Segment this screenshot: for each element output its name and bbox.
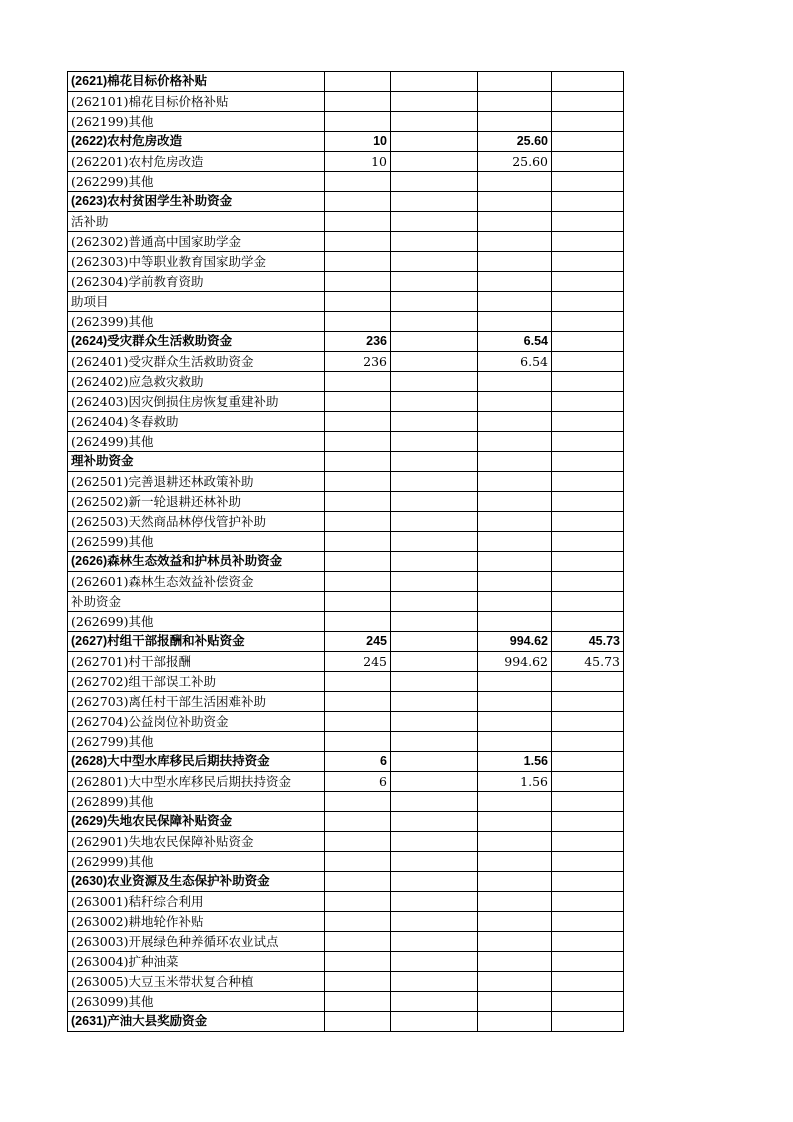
- table-row: [68, 152, 624, 172]
- cell-col5: 45.73: [552, 652, 624, 672]
- cell-col3: [391, 652, 478, 672]
- cell-col4: [478, 272, 552, 292]
- table-row: [68, 452, 624, 472]
- cell-col4: [478, 292, 552, 312]
- row-label: (2622)农村危房改造: [68, 132, 325, 152]
- cell-col3: [391, 332, 478, 352]
- cell-col3: [391, 992, 478, 1012]
- cell-col2: [325, 292, 391, 312]
- cell-col5: [552, 772, 624, 792]
- cell-col5: [552, 812, 624, 832]
- cell-col3: [391, 972, 478, 992]
- row-label: (262701)村干部报酬: [68, 652, 325, 672]
- cell-col4: [478, 932, 552, 952]
- cell-col5: [552, 312, 624, 332]
- table-row: [68, 952, 624, 972]
- cell-col2: [325, 712, 391, 732]
- cell-col5: [552, 352, 624, 372]
- cell-col4: 6.54: [478, 352, 552, 372]
- cell-col2: [325, 812, 391, 832]
- cell-col4: [478, 872, 552, 892]
- cell-col3: [391, 272, 478, 292]
- row-label: 理补助资金: [68, 452, 325, 472]
- cell-col3: [391, 1012, 478, 1032]
- cell-col4: [478, 672, 552, 692]
- cell-col4: [478, 912, 552, 932]
- cell-col2: [325, 212, 391, 232]
- cell-col3: [391, 132, 478, 152]
- table-row: [68, 812, 624, 832]
- table-row: [68, 932, 624, 952]
- cell-col3: [391, 752, 478, 772]
- row-label: (2631)产油大县奖励资金: [68, 1012, 325, 1032]
- cell-col3: [391, 252, 478, 272]
- row-label: (262702)组干部误工补助: [68, 672, 325, 692]
- cell-col3: [391, 172, 478, 192]
- cell-col5: [552, 112, 624, 132]
- table-row: [68, 352, 624, 372]
- cell-col4: 994.62: [478, 632, 552, 652]
- cell-col3: [391, 212, 478, 232]
- table-row: [68, 252, 624, 272]
- table-row: [68, 72, 624, 92]
- cell-col5: [552, 512, 624, 532]
- cell-col3: [391, 232, 478, 252]
- table-row: [68, 872, 624, 892]
- row-label: (263004)扩种油菜: [68, 952, 325, 972]
- cell-col4: [478, 712, 552, 732]
- cell-col5: [552, 272, 624, 292]
- row-label: 活补助: [68, 212, 325, 232]
- table-row: [68, 732, 624, 752]
- row-label: (2629)失地农民保障补贴资金: [68, 812, 325, 832]
- cell-col3: [391, 72, 478, 92]
- cell-col5: [552, 932, 624, 952]
- cell-col3: [391, 152, 478, 172]
- cell-col3: [391, 512, 478, 532]
- table-row: [68, 172, 624, 192]
- cell-col2: [325, 512, 391, 532]
- table-row: [68, 412, 624, 432]
- row-label: (263099)其他: [68, 992, 325, 1012]
- cell-col4: [478, 992, 552, 1012]
- row-label: (262601)森林生态效益补偿资金: [68, 572, 325, 592]
- row-label: (262703)离任村干部生活困难补助: [68, 692, 325, 712]
- table-row: [68, 752, 624, 772]
- row-label: (262699)其他: [68, 612, 325, 632]
- cell-col3: [391, 472, 478, 492]
- cell-col2: [325, 572, 391, 592]
- cell-col5: [552, 952, 624, 972]
- cell-col2: 10: [325, 152, 391, 172]
- cell-col3: [391, 672, 478, 692]
- cell-col2: [325, 532, 391, 552]
- cell-col5: [552, 552, 624, 572]
- table-row: [68, 512, 624, 532]
- cell-col2: [325, 472, 391, 492]
- cell-col2: [325, 912, 391, 932]
- cell-col4: [478, 412, 552, 432]
- cell-col2: [325, 252, 391, 272]
- cell-col3: [391, 92, 478, 112]
- cell-col3: [391, 492, 478, 512]
- table-row: [68, 312, 624, 332]
- row-label: (2626)森林生态效益和护林员补助资金: [68, 552, 325, 572]
- cell-col4: [478, 312, 552, 332]
- table-row: [68, 212, 624, 232]
- cell-col2: [325, 692, 391, 712]
- cell-col4: 994.62: [478, 652, 552, 672]
- cell-col4: [478, 592, 552, 612]
- cell-col4: [478, 972, 552, 992]
- row-label: (262201)农村危房改造: [68, 152, 325, 172]
- cell-col4: 1.56: [478, 772, 552, 792]
- table-row: [68, 272, 624, 292]
- table-row: [68, 692, 624, 712]
- cell-col2: [325, 452, 391, 472]
- cell-col3: [391, 592, 478, 612]
- cell-col4: [478, 472, 552, 492]
- row-label: (262399)其他: [68, 312, 325, 332]
- cell-col5: [552, 832, 624, 852]
- table-row: [68, 232, 624, 252]
- cell-col2: [325, 272, 391, 292]
- cell-col2: [325, 592, 391, 612]
- table-row: [68, 332, 624, 352]
- cell-col5: [552, 412, 624, 432]
- cell-col5: [552, 252, 624, 272]
- cell-col4: [478, 232, 552, 252]
- cell-col5: [552, 972, 624, 992]
- cell-col3: [391, 112, 478, 132]
- cell-col5: [552, 892, 624, 912]
- cell-col2: [325, 972, 391, 992]
- cell-col5: [552, 612, 624, 632]
- table-row: [68, 292, 624, 312]
- table-row: [68, 832, 624, 852]
- table-row: [68, 792, 624, 812]
- cell-col5: [552, 392, 624, 412]
- row-label: (2623)农村贫困学生补助资金: [68, 192, 325, 212]
- row-label: (262403)因灾倒损住房恢复重建补助: [68, 392, 325, 412]
- row-label: (2621)棉花目标价格补贴: [68, 72, 325, 92]
- cell-col3: [391, 772, 478, 792]
- table-row: [68, 1012, 624, 1032]
- row-label: (262404)冬春救助: [68, 412, 325, 432]
- cell-col3: [391, 712, 478, 732]
- cell-col3: [391, 372, 478, 392]
- table-row: [68, 632, 624, 652]
- table-row: [68, 652, 624, 672]
- row-label: (262401)受灾群众生活救助资金: [68, 352, 325, 372]
- row-label: 助项目: [68, 292, 325, 312]
- row-label: (262304)学前教育资助: [68, 272, 325, 292]
- cell-col5: [552, 592, 624, 612]
- cell-col3: [391, 852, 478, 872]
- cell-col2: 236: [325, 352, 391, 372]
- row-label: (262199)其他: [68, 112, 325, 132]
- cell-col2: [325, 952, 391, 972]
- cell-col4: [478, 172, 552, 192]
- cell-col2: 245: [325, 632, 391, 652]
- cell-col4: [478, 852, 552, 872]
- cell-col5: [552, 672, 624, 692]
- cell-col5: [552, 692, 624, 712]
- table-row: [68, 532, 624, 552]
- cell-col4: [478, 892, 552, 912]
- cell-col4: [478, 792, 552, 812]
- row-label: (262101)棉花目标价格补贴: [68, 92, 325, 112]
- cell-col5: [552, 1012, 624, 1032]
- cell-col4: 6.54: [478, 332, 552, 352]
- cell-col4: [478, 812, 552, 832]
- row-label: (262503)天然商品林停伐管护补助: [68, 512, 325, 532]
- table-row: [68, 892, 624, 912]
- cell-col2: [325, 192, 391, 212]
- cell-col3: [391, 812, 478, 832]
- table-row: [68, 572, 624, 592]
- cell-col3: [391, 432, 478, 452]
- row-label: (262704)公益岗位补助资金: [68, 712, 325, 732]
- cell-col2: [325, 792, 391, 812]
- row-label: (262999)其他: [68, 852, 325, 872]
- cell-col2: [325, 72, 391, 92]
- table-row: [68, 972, 624, 992]
- row-label: (262502)新一轮退耕还林补助: [68, 492, 325, 512]
- row-label: (262402)应急救灾救助: [68, 372, 325, 392]
- cell-col2: [325, 932, 391, 952]
- cell-col3: [391, 692, 478, 712]
- cell-col5: [552, 332, 624, 352]
- cell-col2: 245: [325, 652, 391, 672]
- cell-col3: [391, 832, 478, 852]
- cell-col3: [391, 412, 478, 432]
- row-label: (262901)失地农民保障补贴资金: [68, 832, 325, 852]
- row-label: (262799)其他: [68, 732, 325, 752]
- table-row: [68, 992, 624, 1012]
- row-label: (263003)开展绿色种养循环农业试点: [68, 932, 325, 952]
- cell-col4: [478, 92, 552, 112]
- cell-col2: [325, 732, 391, 752]
- cell-col2: 10: [325, 132, 391, 152]
- cell-col2: [325, 412, 391, 432]
- cell-col5: [552, 372, 624, 392]
- cell-col5: [552, 292, 624, 312]
- cell-col2: [325, 612, 391, 632]
- table-row: [68, 712, 624, 732]
- cell-col3: [391, 392, 478, 412]
- cell-col5: [552, 712, 624, 732]
- row-label: (262899)其他: [68, 792, 325, 812]
- cell-col5: [552, 472, 624, 492]
- cell-col3: [391, 572, 478, 592]
- cell-col5: [552, 872, 624, 892]
- cell-col2: [325, 172, 391, 192]
- cell-col4: [478, 1012, 552, 1032]
- cell-col2: [325, 432, 391, 452]
- cell-col2: [325, 992, 391, 1012]
- cell-col5: [552, 532, 624, 552]
- table-row: [68, 772, 624, 792]
- cell-col3: [391, 292, 478, 312]
- cell-col5: [552, 232, 624, 252]
- cell-col4: [478, 372, 552, 392]
- budget-table: [67, 71, 624, 1032]
- row-label: (262599)其他: [68, 532, 325, 552]
- cell-col2: [325, 112, 391, 132]
- row-label: (262801)大中型水库移民后期扶持资金: [68, 772, 325, 792]
- cell-col4: [478, 492, 552, 512]
- cell-col5: [552, 72, 624, 92]
- table-row: [68, 432, 624, 452]
- cell-col4: [478, 212, 552, 232]
- cell-col4: [478, 252, 552, 272]
- cell-col3: [391, 552, 478, 572]
- cell-col5: [552, 992, 624, 1012]
- cell-col5: [552, 92, 624, 112]
- cell-col4: [478, 392, 552, 412]
- table-row: [68, 372, 624, 392]
- row-label: (262302)普通高中国家助学金: [68, 232, 325, 252]
- row-label: (263001)秸秆综合利用: [68, 892, 325, 912]
- cell-col2: [325, 372, 391, 392]
- cell-col4: [478, 552, 552, 572]
- table-row: [68, 92, 624, 112]
- cell-col2: [325, 852, 391, 872]
- row-label: (2628)大中型水库移民后期扶持资金: [68, 752, 325, 772]
- cell-col2: [325, 1012, 391, 1032]
- cell-col3: [391, 452, 478, 472]
- cell-col3: [391, 632, 478, 652]
- cell-col5: [552, 172, 624, 192]
- cell-col5: [552, 152, 624, 172]
- cell-col2: [325, 492, 391, 512]
- cell-col3: [391, 892, 478, 912]
- cell-col2: [325, 872, 391, 892]
- cell-col5: [552, 492, 624, 512]
- cell-col2: 236: [325, 332, 391, 352]
- cell-col3: [391, 932, 478, 952]
- cell-col5: [552, 572, 624, 592]
- cell-col4: [478, 572, 552, 592]
- cell-col3: [391, 732, 478, 752]
- cell-col5: [552, 452, 624, 472]
- cell-col2: [325, 832, 391, 852]
- cell-col3: [391, 532, 478, 552]
- row-label: (2627)村组干部报酬和补贴资金: [68, 632, 325, 652]
- cell-col3: [391, 352, 478, 372]
- row-label: (263005)大豆玉米带状复合种植: [68, 972, 325, 992]
- cell-col4: [478, 612, 552, 632]
- cell-col3: [391, 912, 478, 932]
- cell-col5: [552, 432, 624, 452]
- cell-col2: 6: [325, 772, 391, 792]
- table-row: [68, 392, 624, 412]
- cell-col2: [325, 232, 391, 252]
- cell-col5: [552, 752, 624, 772]
- cell-col2: [325, 312, 391, 332]
- table-row: [68, 132, 624, 152]
- cell-col4: [478, 72, 552, 92]
- cell-col4: [478, 452, 552, 472]
- table-row: [68, 592, 624, 612]
- cell-col3: [391, 952, 478, 972]
- cell-col2: [325, 892, 391, 912]
- cell-col5: [552, 912, 624, 932]
- cell-col2: [325, 672, 391, 692]
- cell-col4: [478, 832, 552, 852]
- row-label: (263002)耕地轮作补贴: [68, 912, 325, 932]
- table-row: [68, 112, 624, 132]
- table-row: [68, 852, 624, 872]
- row-label: (262299)其他: [68, 172, 325, 192]
- cell-col3: [391, 192, 478, 212]
- cell-col5: [552, 212, 624, 232]
- cell-col4: [478, 432, 552, 452]
- table-row: [68, 672, 624, 692]
- cell-col3: [391, 612, 478, 632]
- cell-col2: [325, 392, 391, 412]
- table-row: [68, 492, 624, 512]
- table-row: [68, 192, 624, 212]
- cell-col4: [478, 112, 552, 132]
- table-row: [68, 912, 624, 932]
- table-body: [68, 72, 624, 1032]
- row-label: (262499)其他: [68, 432, 325, 452]
- cell-col4: 25.60: [478, 132, 552, 152]
- cell-col5: [552, 132, 624, 152]
- cell-col4: 1.56: [478, 752, 552, 772]
- table-row: [68, 552, 624, 572]
- cell-col4: [478, 512, 552, 532]
- cell-col2: 6: [325, 752, 391, 772]
- cell-col3: [391, 872, 478, 892]
- cell-col4: [478, 692, 552, 712]
- cell-col3: [391, 792, 478, 812]
- cell-col4: [478, 952, 552, 972]
- cell-col5: [552, 852, 624, 872]
- cell-col4: [478, 532, 552, 552]
- cell-col5: [552, 732, 624, 752]
- row-label: (2630)农业资源及生态保护补助资金: [68, 872, 325, 892]
- cell-col5: 45.73: [552, 632, 624, 652]
- cell-col5: [552, 192, 624, 212]
- cell-col4: 25.60: [478, 152, 552, 172]
- row-label: 补助资金: [68, 592, 325, 612]
- cell-col4: [478, 192, 552, 212]
- row-label: (262501)完善退耕还林政策补助: [68, 472, 325, 492]
- table-row: [68, 612, 624, 632]
- cell-col4: [478, 732, 552, 752]
- table-row: [68, 472, 624, 492]
- cell-col2: [325, 552, 391, 572]
- row-label: (2624)受灾群众生活救助资金: [68, 332, 325, 352]
- cell-col5: [552, 792, 624, 812]
- cell-col2: [325, 92, 391, 112]
- cell-col3: [391, 312, 478, 332]
- row-label: (262303)中等职业教育国家助学金: [68, 252, 325, 272]
